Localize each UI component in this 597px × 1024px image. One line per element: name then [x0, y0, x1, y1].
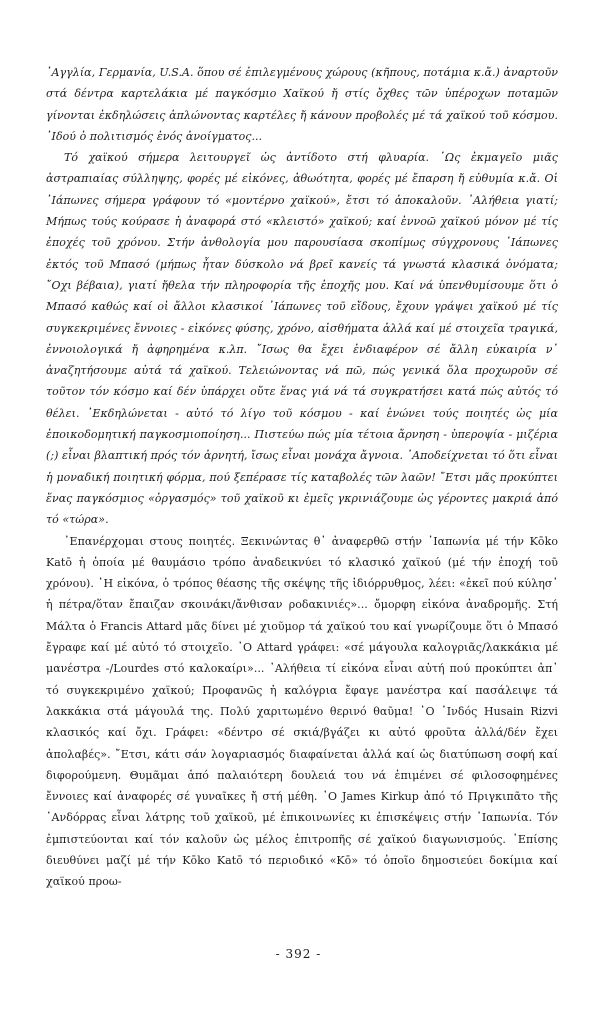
paragraph-3: ᾿Επανέρχομαι στους ποιητές. Ξεκινώντας θ᾿ ἀναφερθῶ στήν ᾿Ιαπωνία μέ τήν Kōko Katō ἡ ὁποία μέ θαυμάσιο τρόπο ἀναδεικνύει τό κλασικό χαϊκού (μέ τήν ἐποχή τοῦ χρόνου). ῾Η εἰκόνα, ὁ τρόπος θέασης τῆς σκέψης τῆς ἰδιόρρυθμος, λέει: «ἐκεῖ πού κύλησ᾿ ἡ πέτρα/ὅταν ἔπαιζαν σκοινάκι/ἄνθισαν ροδακινιές»... ὄμορφη εἰκόνα ἀναδρομῆς. Στή Μάλτα ὁ Francis Attard μᾶς δίνει μέ χιοῦμορ τά χαϊκού του καί γνωρίζουμε ὅτι ὁ Μπασό ἔγραφε καί μέ αὐτό τό στοιχεῖο. ῾Ο Attard γράφει: «σέ μάγουλα καλογριᾶς/λακκάκια μέ μανέστρα -/Lourdes στό καλοκαίρι»... ᾿Αλήθεια τί εἰκόνα εἶναι αὐτή πού προκύπτει ἀπ᾿ τό συγκεκριμένο χαϊκού; Προφανῶς ἡ καλόγρια ἔφαγε μανέστρα καί πασάλειψε τά λακκάκια στά μάγουλά της. Πολύ χαριτωμένο θερινό θαῦμα! ῾Ο ᾿Ινδός Husain Rizvi κλασικός καί ὄχι. Γράφει: «δέντρο σέ σκιά/βγάζει κι αὐτό φροῦτα ἀλλά/δέν ἔχει ἀπολαβές». ῎Ετσι, κάτι σάν λογαριασμός διαφαίνεται ἀλλά καί ὡς διατύπωση σοφή καί διφορούμενη. Θυμᾶμαι ἀπό παλαιότερη δουλειά του νά ἐπιμένει σέ φιλοσοφημένες ἔννοιες καί ἀναφορές σέ γυναῖκες ἤ στή μέθη. ῾Ο James Kirkup ἀπό τό Πριγκιπᾶτο τῆς ᾿Ανδόρρας εἶναι λάτρης τοῦ χαϊκοῦ, μέ ἐπικοινωνίες κι ἐπισκέψεις στήν ᾿Ιαπωνία. Τόν ἐμπιστεύονται καί τόν καλοῦν ὡς μέλος ἐπιτροπῆς σέ χαϊκού διαγωνισμούς. ᾿Επίσης διευθύνει μαζί μέ τήν Kōko Katō τό περιοδικό «Kō» τό ὁποῖο δημοσιεύει δοκίμια καί χαϊκού προω- [46, 534, 558, 889]
paragraph-1: ᾿Αγγλία, Γερμανία, U.S.A. ὅπου σέ ἐπιλεγμένους χώρους (κῆπους, ποτάμια κ.ἄ.) ἀναρτοῦν στά δέντρα καρτελάκια μέ παγκόσμιο Χαϊκού ἤ στίς ὄχθες τῶν ὑπέροχων ποταμῶν γίνονται ἐκδηλώσεις ἁπλώνοντας καρτέλες ἤ κάνουν προβολές μέ τά χαϊκού τοῦ κόσμου. ᾿Ιδού ὁ πολιτισμός ἑνός ἀνοίγματος... [46, 66, 558, 143]
page-body [46, 62, 558, 893]
page-number: - 392 - [275, 947, 322, 961]
paragraph-2: Τό χαϊκού σήμερα λειτουργεῖ ὡς ἀντίδοτο στή φλυαρία. ῾Ως ἐκμαγεῖο μιᾶς ἀστραπιαίας σύλληψης, φορές μέ εἰκόνες, ἀθωότητα, φορές μέ ἔπαρση ἤ εὐθυμία κ.ἄ. Οἱ ᾿Ιάπωνες σήμερα γράφουν τό «μοντέρνο χαϊκού», ἔτσι τό ἀποκαλοῦν. ᾿Αλήθεια γιατί; Μήπως τούς κούρασε ἡ ἀναφορά στό «κλειστό» χαϊκού; καί ἐννοῶ χαϊκού μόνον μέ τίς ἐποχές τοῦ χρόνου. Στήν ἀνθολογία μου παρουσίασα σκοπίμως σύγχρονους ᾿Ιάπωνες ἐκτός τοῦ Μπασό (μήπως ἦταν δύσκολο νά βρεῖ κανείς τά γνωστά κλασικά ὀνόματα; ῎Οχι βέβαια), γιατί ἤθελα τήν πληροφορία τῆς ἐποχῆς μου. Καί νά ὑπενθυμίσουμε ὅτι ὁ Μπασό καθώς καί οἱ ἄλλοι κλασικοί ᾿Ιάπωνες τοῦ εἴδους, ἔχουν γράψει χαϊκού μέ τίς συγκεκριμένες ἔννοιες - εἰκόνες φύσης, χρόνο, αἰσθήματα ἀλλά καί μέ στοιχεῖα τραγικά, ἐννοιολογικά ἤ ἀφηρημένα κ.λπ. ῎Ισως θα ἔχει ἐνδιαφέρον σέ ἄλλη εὐκαιρία ν᾿ ἀναζητήσουμε αὐτά τά χαϊκού. Τελειώνοντας νά πῶ, πώς γενικά ὅλα προχωροῦν σέ τοῦτον τόν κόσμο καί δέν ὑπάρχει οὔτε ἕνας γιά νά τά συγκρατήσει κατά πώς αὐτός τό θέλει. ᾿Εκδηλώνεται - αὐτό τό λίγο τοῦ κόσμου - καί ἑνώνει τούς ποιητές ὡς μία ἐποικοδομητική παγκοσμιοποίηση... Πιστεύω πώς μία τέτοια ἄρνηση - ὑπεροψία - μιζέρια (;) εἶναι βλαπτική πρός τόν ἀρνητή, ἴσως εἶναι μονάχα ἄγνοια. ᾿Αποδείχνεται τό ὅτι εἶναι ἡ μοναδική ποιητική φόρμα, πού ξεπέρασε τίς καταβολές τῶν λαῶν! ῎Ετσι μᾶς προκύπτει ἕνας παγκόσμιος «ὀργασμός» τοῦ χαϊκοῦ κι ἐμεῖς γκρινιάζουμε ὡς γέροντες μακριά ἀπό τό «τώρα». [46, 151, 558, 527]
